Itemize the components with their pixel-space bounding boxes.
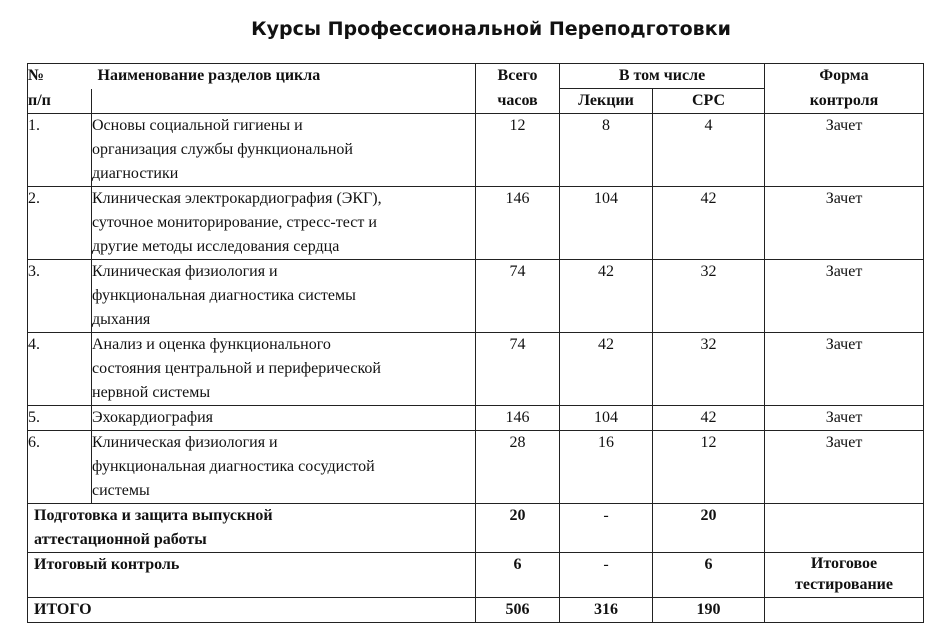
row-num: 1. (28, 114, 92, 187)
control-line: Итоговое (810, 555, 878, 572)
row-lectures: 8 (560, 114, 653, 187)
table-header-row (28, 64, 924, 89)
final-control-label: Итоговый контроль (28, 553, 476, 598)
header-total-hours-sub: часов (476, 89, 560, 114)
name-line: функциональная диагностика сосудистой (92, 458, 375, 475)
row-control: Зачет (765, 187, 924, 260)
thesis-control (765, 504, 924, 553)
header-including: В том числе (560, 64, 765, 89)
name-line: дыхания (92, 311, 151, 328)
header-section-name-cell (92, 89, 476, 114)
thesis-row (28, 504, 924, 553)
row-section-name (92, 406, 476, 431)
page-title: Курсы Профессиональной Переподготовки (251, 18, 731, 40)
row-srs: 4 (653, 114, 765, 187)
row-control: Зачет (765, 333, 924, 406)
row-total-hours: 146 (476, 406, 560, 431)
row-srs: 32 (653, 333, 765, 406)
name-line: организация службы функциональной (92, 141, 353, 158)
row-srs: 12 (653, 431, 765, 504)
table-row (28, 406, 924, 431)
header-control-form: Форма (765, 64, 924, 89)
row-lectures: 42 (560, 260, 653, 333)
table-header-row (28, 89, 924, 114)
row-lectures: 104 (560, 187, 653, 260)
label-line: Подготовка и защита выпускной (34, 507, 273, 524)
row-lectures: 104 (560, 406, 653, 431)
row-num: 3. (28, 260, 92, 333)
table-row (28, 187, 924, 260)
row-total-hours: 146 (476, 187, 560, 260)
row-srs: 32 (653, 260, 765, 333)
row-section-name (92, 431, 476, 504)
thesis-srs: 20 (653, 504, 765, 553)
table-row (28, 431, 924, 504)
row-num: 6. (28, 431, 92, 504)
row-section-name (92, 260, 476, 333)
row-control: Зачет (765, 260, 924, 333)
grand-total-hours: 506 (476, 598, 560, 623)
row-section-name (92, 114, 476, 187)
header-num: № (28, 64, 92, 89)
name-line: Клиническая физиология и (92, 434, 278, 451)
row-num: 4. (28, 333, 92, 406)
row-section-name (92, 333, 476, 406)
row-control: Зачет (765, 431, 924, 504)
name-line: Клиническая электрокардиография (ЭКГ), (92, 190, 382, 207)
header-srs: СРС (653, 89, 765, 114)
row-lectures: 42 (560, 333, 653, 406)
name-line: Основы социальной гигиены и (92, 117, 303, 134)
row-srs: 42 (653, 406, 765, 431)
row-control: Зачет (765, 406, 924, 431)
header-lectures: Лекции (560, 89, 653, 114)
final-control-form (765, 553, 924, 598)
name-line: системы (92, 482, 150, 499)
table-row (28, 114, 924, 187)
row-total-hours: 28 (476, 431, 560, 504)
header-section-name: Наименование разделов цикла (92, 64, 476, 89)
grand-total-control (765, 598, 924, 623)
row-total-hours: 74 (476, 260, 560, 333)
grand-total-row (28, 598, 924, 623)
name-line: Анализ и оценка функционального (92, 336, 331, 353)
thesis-total-hours: 20 (476, 504, 560, 553)
name-line: функциональная диагностика системы (92, 287, 356, 304)
grand-total-srs: 190 (653, 598, 765, 623)
control-line: тестирование (794, 576, 893, 593)
table-row (28, 260, 924, 333)
name-line: нервной системы (92, 384, 211, 401)
row-total-hours: 74 (476, 333, 560, 406)
table-row (28, 333, 924, 406)
row-total-hours: 12 (476, 114, 560, 187)
row-num: 5. (28, 406, 92, 431)
name-line: диагностики (92, 165, 179, 182)
label-line: аттестационной работы (34, 531, 207, 548)
header-num-sub: п/п (28, 89, 92, 114)
row-control: Зачет (765, 114, 924, 187)
grand-total-label: ИТОГО (28, 598, 476, 623)
final-control-srs: 6 (653, 553, 765, 598)
row-lectures: 16 (560, 431, 653, 504)
grand-total-lectures: 316 (560, 598, 653, 623)
name-line: суточное мониторирование, стресс-тест и (92, 214, 377, 231)
final-control-row (28, 553, 924, 598)
name-line: Клиническая физиология и (92, 263, 278, 280)
name-line: состояния центральной и периферической (92, 360, 381, 377)
header-total-hours: Всего (476, 64, 560, 89)
row-num: 2. (28, 187, 92, 260)
header-control-form-sub: контроля (765, 89, 924, 114)
thesis-label (28, 504, 476, 553)
row-section-name (92, 187, 476, 260)
name-line: другие методы исследования сердца (92, 238, 340, 255)
thesis-lectures: - (560, 504, 653, 553)
final-control-total-hours: 6 (476, 553, 560, 598)
name-line: Эхокардиография (92, 409, 214, 426)
curriculum-table (27, 63, 924, 623)
row-srs: 42 (653, 187, 765, 260)
final-control-lectures: - (560, 553, 653, 598)
